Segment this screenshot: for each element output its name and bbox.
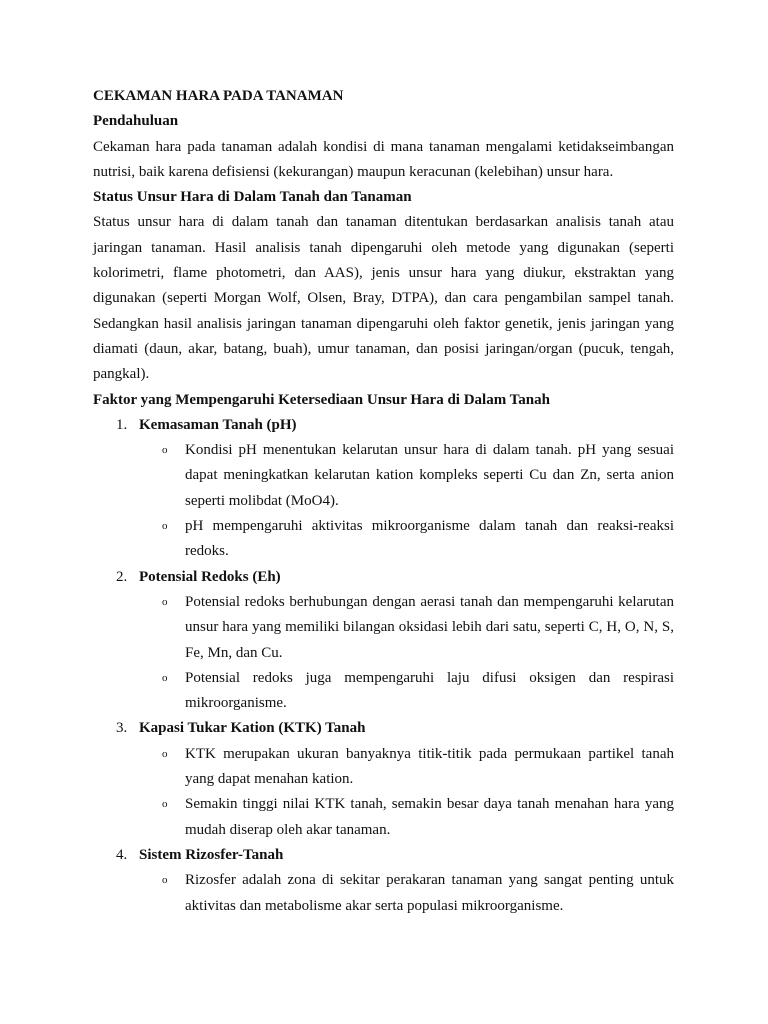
sub-list [139, 868, 674, 919]
list-item [93, 413, 674, 565]
list-item-title: Kapasi Tukar Kation (KTK) Tanah [139, 720, 366, 737]
sub-list-item [139, 868, 674, 919]
list-item [93, 565, 674, 717]
sub-list-text: pH mempengaruhi aktivitas mikroorganisme dalam tanah dan reaksi-reaksi redoks. [185, 518, 674, 560]
section-heading-faktor: Faktor yang Mempengaruhi Ketersediaan Unsur Hara di Dalam Tanah [93, 391, 550, 408]
list-number: 3. [116, 720, 128, 737]
sub-list-item [139, 514, 674, 565]
list-item [93, 843, 674, 919]
section-heading-status-unsur-hara: Status Unsur Hara di Dalam Tanah dan Tanaman [93, 189, 412, 206]
sub-list [139, 742, 674, 843]
list-item [93, 716, 674, 842]
document-page [93, 84, 674, 919]
list-number: 4. [116, 846, 128, 863]
factor-list [93, 413, 674, 919]
list-number: 1. [116, 416, 128, 433]
circle-bullet-icon: o [162, 874, 168, 887]
sub-list-text: Rizosfer adalah zona di sekitar perakaran tanaman yang sangat penting untuk aktivitas dan metabolisme akar serta populasi mikroorganisme. [185, 872, 674, 914]
sub-list-item [139, 438, 674, 514]
sub-list-text: Potensial redoks berhubungan dengan aerasi tanah dan mempengaruhi kelarutan unsur hara yang memiliki bilangan oksidasi lebih dari satu, seperti C, H, O, N, S, Fe, Mn, dan Cu. [185, 593, 674, 661]
sub-list-text: KTK merupakan ukuran banyaknya titik-titik pada permukaan partikel tanah yang dapat menahan kation. [185, 745, 674, 788]
list-number: 2. [116, 568, 128, 585]
section-heading-pendahuluan: Pendahuluan [93, 113, 179, 130]
circle-bullet-icon: o [162, 747, 168, 760]
circle-bullet-icon: o [162, 444, 168, 457]
list-item-title: Kemasaman Tanah (pH) [139, 416, 297, 433]
circle-bullet-icon: o [162, 798, 168, 811]
document-title: CEKAMAN HARA PADA TANAMAN [93, 88, 344, 104]
sub-list-item [139, 590, 674, 666]
circle-bullet-icon: o [162, 520, 168, 533]
sub-list [139, 590, 674, 716]
paragraph-pendahuluan: Cekaman hara pada tanaman adalah kondisi di mana tanaman mengalami ketidakseimbangan nutrisi, baik karena defisiensi (kekurangan) maupun keracunan (kelebihan) unsur hara. [93, 138, 674, 180]
sub-list-text: Potensial redoks juga mempengaruhi laju difusi oksigen dan respirasi mikroorganisme. [185, 669, 674, 712]
circle-bullet-icon: o [162, 595, 168, 608]
paragraph-status-unsur-hara: Status unsur hara di dalam tanah dan tanaman ditentukan berdasarkan analisis tanah atau jaringan tanaman. Hasil analisis tanah dipengaruhi oleh metode yang digunakan (seperti kolorimetri, flame photometri, dan AAS), jenis unsur hara yang diukur, ekstraktan yang digunakan (seperti Morgan Wolf, Olsen, Bray, DTPA), dan cara pengambilan sampel tanah. Sedangkan hasil analisis jaringan tanaman dipengaruhi oleh faktor genetik, jenis jaringan yang diamati (daun, akar, batang, buah), umur tanaman, dan posisi jaringan/organ (pucuk, tengah, pangkal). [93, 214, 674, 383]
sub-list-text: Semakin tinggi nilai KTK tanah, semakin besar daya tanah menahan hara yang mudah diserap oleh akar tanaman. [185, 796, 674, 838]
sub-list [139, 438, 674, 564]
sub-list-item [139, 742, 674, 793]
list-item-title: Sistem Rizosfer-Tanah [139, 846, 284, 863]
list-item-title: Potensial Redoks (Eh) [139, 568, 281, 585]
circle-bullet-icon: o [162, 671, 168, 684]
sub-list-item [139, 792, 674, 843]
sub-list-item [139, 666, 674, 717]
sub-list-text: Kondisi pH menentukan kelarutan unsur hara di dalam tanah. pH yang sesuai dapat meningkatkan kelarutan kation kompleks seperti Cu dan Zn, serta anion seperti molibdat (MoO4). [185, 442, 674, 509]
